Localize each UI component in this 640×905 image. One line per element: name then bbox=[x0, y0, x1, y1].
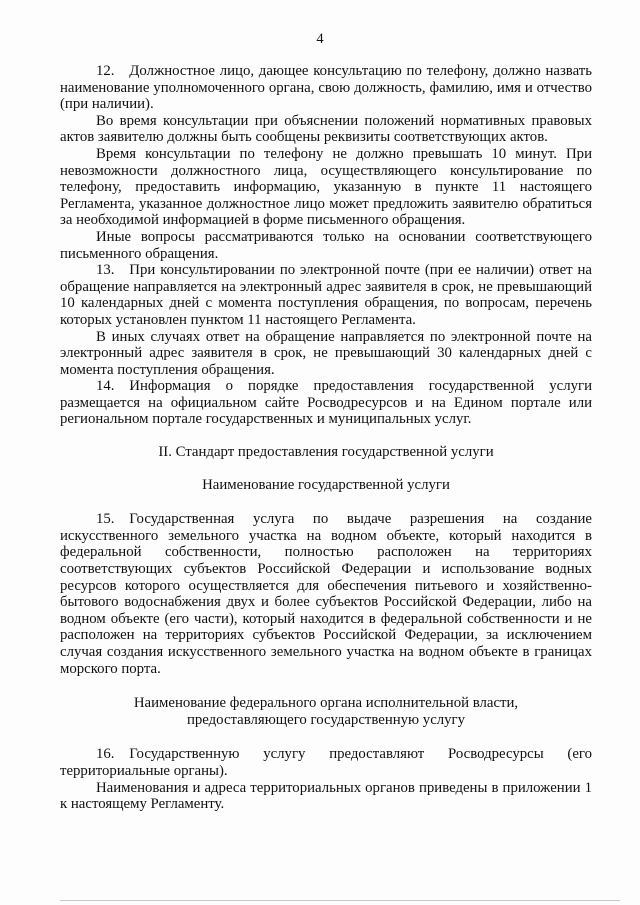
subheading-authority-line2: предоставляющего государственную услугу bbox=[186, 711, 466, 728]
subheading-service-name: Наименование государственной услуги bbox=[202, 476, 450, 493]
paragraph-16-addresses: Наименования и адреса территориальных органов приведены в приложении 1 к настоящему Регламенту. bbox=[60, 779, 592, 813]
paragraph-12-duration: Время консультации по телефону не должно превышать 10 минут. При невозможности должностного лица, осуществляющего консультирование по телефону, предоставить информацию, указанную в пункте 11 настоящего Регламента, указанное должностное лицо может предложить заявителю обратиться за необходимой информацией в форме письменного обращения. bbox=[60, 145, 592, 229]
subheading-authority bbox=[60, 695, 592, 728]
paragraph-15: 15. Государственная услуга по выдаче разрешения на создание искусственного земельного участка на водном объекте, который находится в федеральной собственности, полностью расположен на территориях соответствующих субъектов Российской Федерации и использование водных ресурсов которого осуществляется для обеспечения питьевого и хозяйственно-бытового водоснабжения двух и более субъектов Российской Федерации, либо на водном объекте (его части), который находится в федеральной собственности и не расположен на территориях субъектов Российской Федерации, за исключением случая создания искусственного земельного участка на водном объекте в границах морского порта. bbox=[60, 511, 592, 677]
paragraph-12-acts: Во время консультации при объяснении положений нормативных правовых актов заявителю должны быть сообщены реквизиты соответствующих актов. bbox=[60, 112, 592, 146]
paragraph-12-other-questions: Иные вопросы рассматриваются только на основании соответствующего письменного обращения. bbox=[60, 228, 592, 262]
subheading-authority-line1: Наименование федерального органа исполнительной власти, bbox=[133, 695, 519, 712]
paragraph-12: 12. Должностное лицо, дающее консультацию по телефону, должно назвать наименование уполномоченного органа, свою должность, фамилию, имя и отчество (при наличии). bbox=[60, 63, 592, 113]
document-body bbox=[60, 63, 592, 813]
paragraph-13: 13. При консультировании по электронной почте (при ее наличии) ответ на обращение направляется на электронный адрес заявителя в срок, не превышающий 10 календарных дней с момента поступления обращения, по вопросам, перечень которых установлен пунктом 11 настоящего Регламента. bbox=[60, 262, 592, 328]
section-heading: II. Стандарт предоставления государственной услуги bbox=[158, 444, 494, 461]
paragraph-13-other-cases: В иных случаях ответ на обращение направляется по электронной почте на электронный адрес заявителя в срок, не превышающий 30 календарных дней с момента поступления обращения. bbox=[60, 328, 592, 378]
paragraph-16: 16. Государственную услугу предоставляют Росводресурсы (его территориальные органы). bbox=[60, 746, 592, 779]
scan-bottom-edge bbox=[60, 900, 620, 901]
page-number: 4 bbox=[316, 31, 324, 47]
paragraph-14: 14. Информация о порядке предоставления государственной услуги размещается на официальном сайте Росводресурсов и на Едином портале или региональном портале государственных и муниципальных услуг. bbox=[60, 378, 592, 428]
